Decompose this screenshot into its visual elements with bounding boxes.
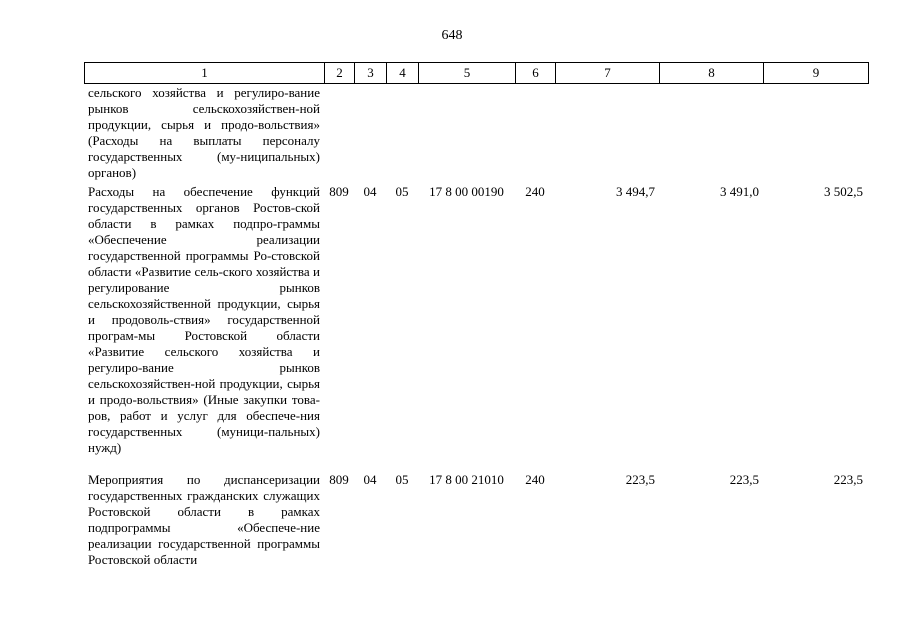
- cell-col-9: 223,5: [833, 472, 863, 487]
- cell-col-3: 04: [363, 472, 377, 487]
- cell-col-5: [418, 85, 515, 181]
- cell-col-5: 17 8 00 00190: [429, 184, 504, 199]
- table-row: [84, 85, 867, 181]
- table-row: [84, 472, 867, 568]
- column-header-2: 2: [325, 63, 355, 83]
- row-description: Мероприятия по диспансеризации государственных гражданских служащих Ростовской области в рамках подпрограммы «Обеспече-ние реализации государственной программы Ростовской области: [88, 472, 320, 567]
- cell-col-9: [763, 85, 867, 181]
- cell-col-3: 04: [363, 184, 377, 199]
- cell-col-7: 223,5: [625, 472, 655, 487]
- table-row: [84, 184, 867, 456]
- cell-col-4: [386, 85, 418, 181]
- cell-col-4: 05: [395, 184, 409, 199]
- cell-col-7: [555, 85, 659, 181]
- cell-col-9: 3 502,5: [824, 184, 863, 199]
- column-header-8: 8: [660, 63, 764, 83]
- table-header: [84, 62, 869, 84]
- page-number: 648: [441, 28, 463, 43]
- cell-col-7: 3 494,7: [616, 184, 655, 199]
- cell-col-3: [354, 85, 386, 181]
- cell-col-2: [324, 85, 354, 181]
- cell-col-6: [515, 85, 555, 181]
- cell-col-2: 809: [329, 472, 349, 487]
- column-header-1: 1: [85, 63, 325, 83]
- cell-col-5: 17 8 00 21010: [429, 472, 504, 487]
- column-header-4: 4: [387, 63, 419, 83]
- cell-col-8: [659, 85, 763, 181]
- cell-col-8: 3 491,0: [720, 184, 759, 199]
- cell-col-6: 240: [525, 472, 545, 487]
- row-description: Расходы на обеспечение функций государственных органов Ростов-ской области в рамках подпро-граммы «Обеспечение реализации государственной программы Ро-стовской области «Развитие сель-ского хозяйства и регулирование рынков сельскохозяйственной продукции, сырья и продоволь-ствия» государственной програм-мы Ростовской области «Развитие сельского хозяйства и регулиро-вание рынков сельскохозяйствен-ной продукции, сырья и продо-вольствия» (Иные закупки това-ров, работ и услуг для обеспече-ния государственных (муници-пальных) нужд): [88, 184, 320, 455]
- cell-col-8: 223,5: [729, 472, 759, 487]
- column-header-3: 3: [355, 63, 387, 83]
- column-header-7: 7: [556, 63, 660, 83]
- column-header-5: 5: [419, 63, 516, 83]
- cell-col-6: 240: [525, 184, 545, 199]
- cell-col-2: 809: [329, 184, 349, 199]
- column-header-6: 6: [516, 63, 556, 83]
- column-header-9: 9: [812, 65, 820, 80]
- row-description: сельского хозяйства и регулиро-вание рынков сельскохозяйствен-ной продукции, сырья и продо-вольствия» (Расходы на выплаты персоналу государственных (му-ниципальных) органов): [88, 85, 320, 180]
- cell-col-4: 05: [395, 472, 409, 487]
